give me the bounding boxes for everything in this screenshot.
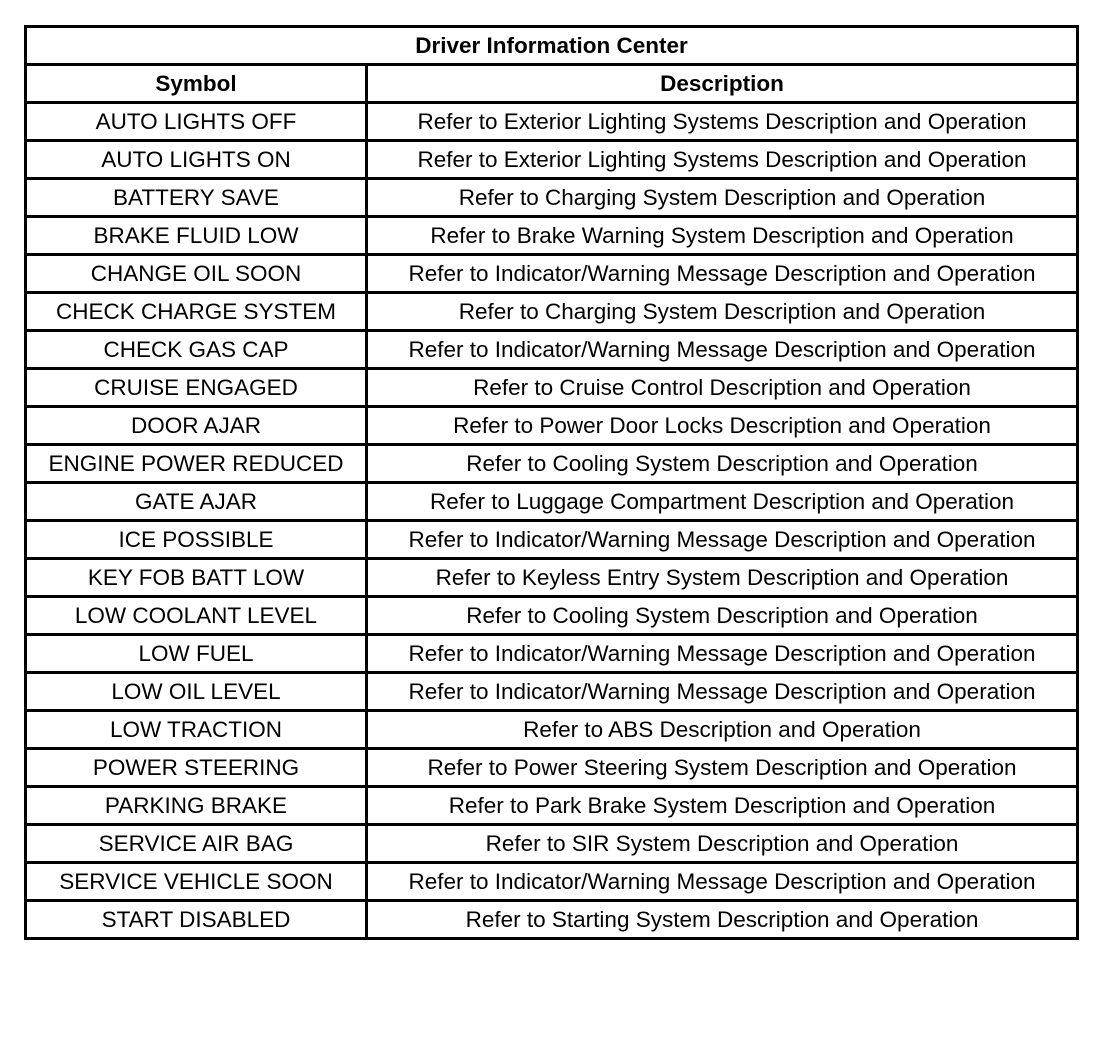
description-cell: Refer to Cooling System Description and Operation <box>367 445 1078 483</box>
driver-information-center-table <box>24 25 1079 940</box>
description-cell: Refer to Starting System Description and Operation <box>367 901 1078 939</box>
symbol-cell: GATE AJAR <box>26 483 367 521</box>
symbol-cell: LOW FUEL <box>26 635 367 673</box>
table-header-row <box>26 65 1078 103</box>
description-cell: Refer to ABS Description and Operation <box>367 711 1078 749</box>
symbol-cell: CHECK CHARGE SYSTEM <box>26 293 367 331</box>
description-cell: Refer to Power Steering System Description and Operation <box>367 749 1078 787</box>
table-row <box>26 787 1078 825</box>
table-row <box>26 521 1078 559</box>
description-cell: Refer to Cruise Control Description and Operation <box>367 369 1078 407</box>
table-row <box>26 711 1078 749</box>
symbol-cell: KEY FOB BATT LOW <box>26 559 367 597</box>
symbol-cell: LOW COOLANT LEVEL <box>26 597 367 635</box>
table-row <box>26 483 1078 521</box>
table-title-row <box>26 27 1078 65</box>
symbol-cell: LOW OIL LEVEL <box>26 673 367 711</box>
description-cell: Refer to Keyless Entry System Description and Operation <box>367 559 1078 597</box>
column-header-description: Description <box>367 65 1078 103</box>
table-row <box>26 369 1078 407</box>
description-cell: Refer to Charging System Description and Operation <box>367 293 1078 331</box>
table-row <box>26 179 1078 217</box>
symbol-cell: POWER STEERING <box>26 749 367 787</box>
description-cell: Refer to Indicator/Warning Message Description and Operation <box>367 673 1078 711</box>
symbol-cell: AUTO LIGHTS ON <box>26 141 367 179</box>
description-cell: Refer to Luggage Compartment Description and Operation <box>367 483 1078 521</box>
table-row <box>26 901 1078 939</box>
description-cell: Refer to Exterior Lighting Systems Description and Operation <box>367 103 1078 141</box>
symbol-cell: BATTERY SAVE <box>26 179 367 217</box>
symbol-cell: AUTO LIGHTS OFF <box>26 103 367 141</box>
symbol-cell: DOOR AJAR <box>26 407 367 445</box>
symbol-cell: SERVICE AIR BAG <box>26 825 367 863</box>
symbol-cell: LOW TRACTION <box>26 711 367 749</box>
description-cell: Refer to Brake Warning System Description and Operation <box>367 217 1078 255</box>
table-row <box>26 445 1078 483</box>
symbol-cell: CHANGE OIL SOON <box>26 255 367 293</box>
table-row <box>26 331 1078 369</box>
table-row <box>26 293 1078 331</box>
description-cell: Refer to Exterior Lighting Systems Description and Operation <box>367 141 1078 179</box>
description-cell: Refer to SIR System Description and Operation <box>367 825 1078 863</box>
description-cell: Refer to Power Door Locks Description and Operation <box>367 407 1078 445</box>
column-header-symbol: Symbol <box>26 65 367 103</box>
description-cell: Refer to Indicator/Warning Message Description and Operation <box>367 255 1078 293</box>
symbol-cell: ENGINE POWER REDUCED <box>26 445 367 483</box>
description-cell: Refer to Indicator/Warning Message Description and Operation <box>367 863 1078 901</box>
symbol-cell: CRUISE ENGAGED <box>26 369 367 407</box>
table-row <box>26 407 1078 445</box>
table-row <box>26 597 1078 635</box>
description-cell: Refer to Indicator/Warning Message Description and Operation <box>367 521 1078 559</box>
description-cell: Refer to Indicator/Warning Message Description and Operation <box>367 331 1078 369</box>
table-row <box>26 863 1078 901</box>
symbol-cell: BRAKE FLUID LOW <box>26 217 367 255</box>
table-row <box>26 673 1078 711</box>
table-row <box>26 141 1078 179</box>
symbol-cell: START DISABLED <box>26 901 367 939</box>
description-cell: Refer to Cooling System Description and Operation <box>367 597 1078 635</box>
symbol-cell: CHECK GAS CAP <box>26 331 367 369</box>
table-row <box>26 255 1078 293</box>
table-row <box>26 103 1078 141</box>
table-row <box>26 559 1078 597</box>
symbol-cell: SERVICE VEHICLE SOON <box>26 863 367 901</box>
description-cell: Refer to Indicator/Warning Message Description and Operation <box>367 635 1078 673</box>
symbol-cell: PARKING BRAKE <box>26 787 367 825</box>
table-title: Driver Information Center <box>26 27 1078 65</box>
table-row <box>26 749 1078 787</box>
symbol-cell: ICE POSSIBLE <box>26 521 367 559</box>
table-row <box>26 825 1078 863</box>
table-row <box>26 217 1078 255</box>
description-cell: Refer to Charging System Description and Operation <box>367 179 1078 217</box>
description-cell: Refer to Park Brake System Description and Operation <box>367 787 1078 825</box>
table-row <box>26 635 1078 673</box>
